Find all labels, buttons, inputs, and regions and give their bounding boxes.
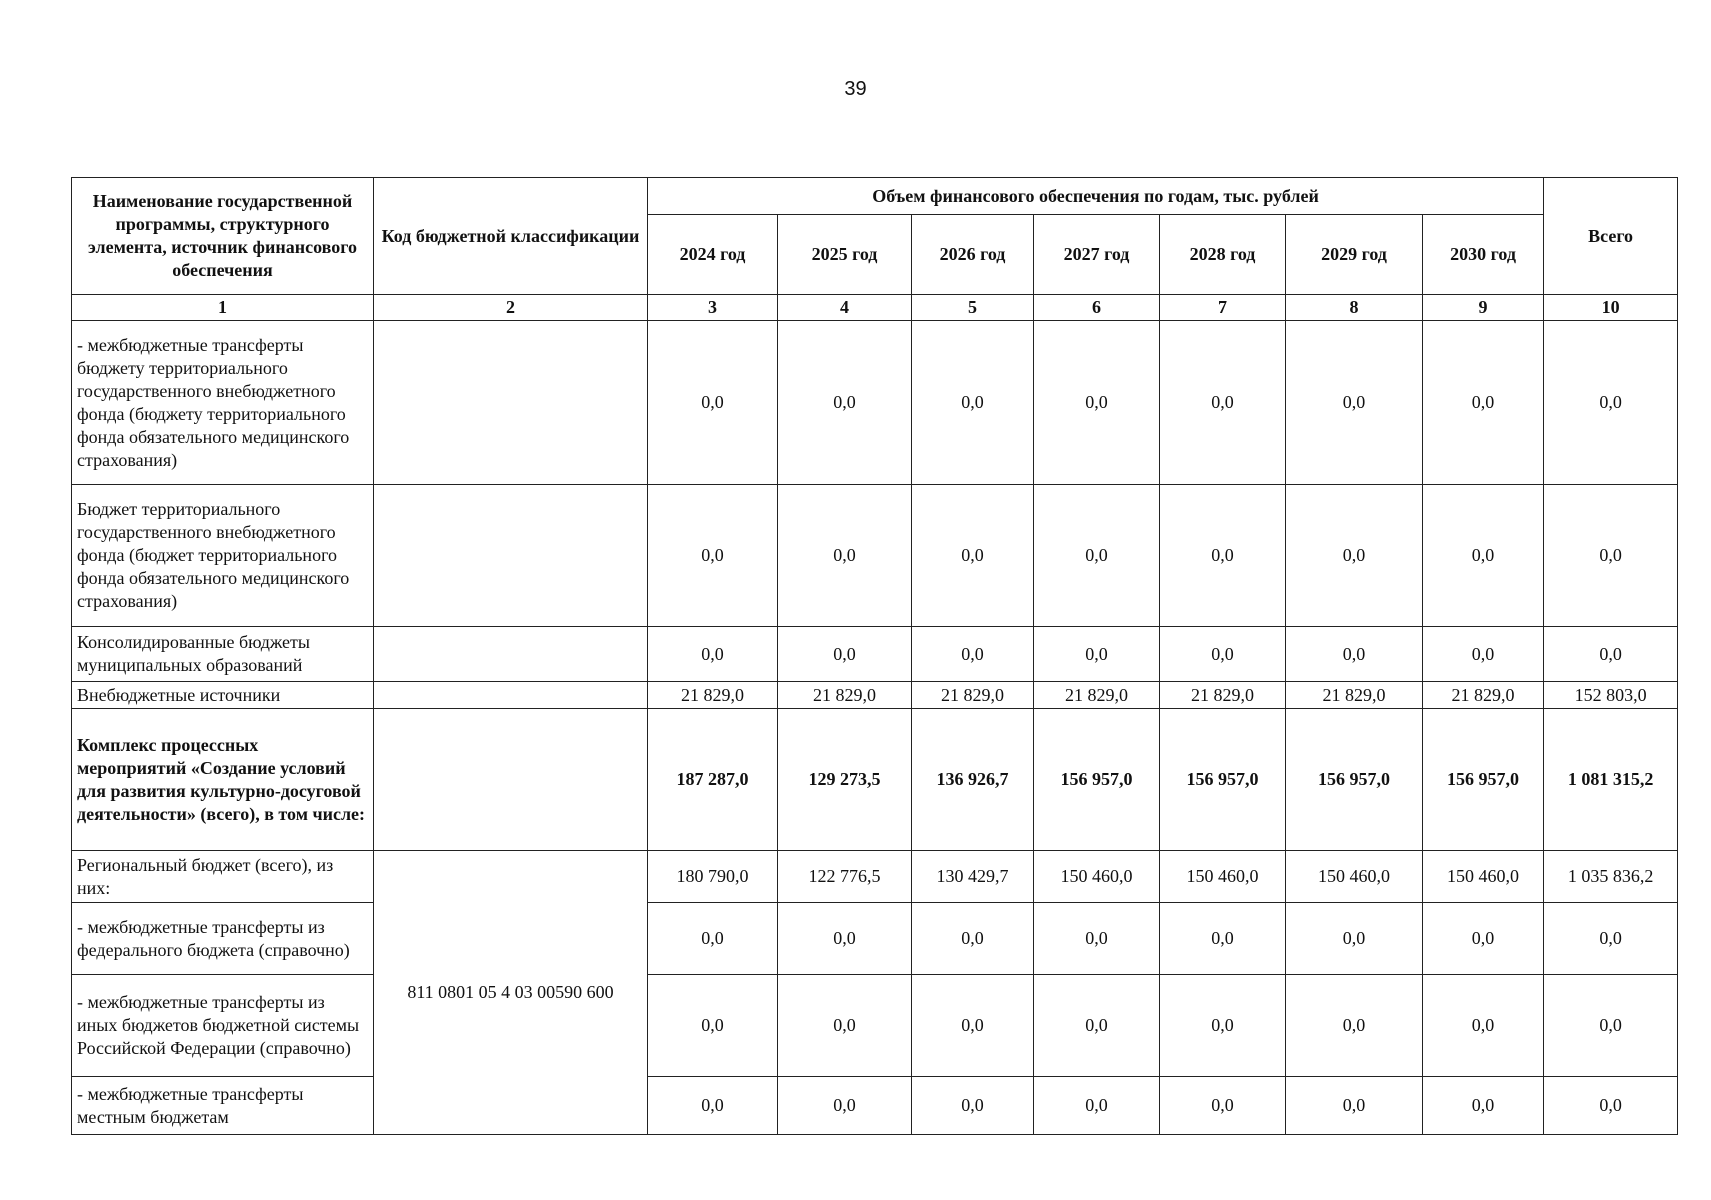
column-number: 8	[1286, 295, 1423, 321]
row-value: 0,0	[1286, 627, 1423, 682]
row-value: 21 829,0	[1286, 682, 1423, 709]
table-row	[72, 903, 1678, 975]
row-value: 21 829,0	[912, 682, 1034, 709]
row-value: 150 460,0	[1160, 851, 1286, 903]
column-number: 6	[1034, 295, 1160, 321]
row-value: 0,0	[1423, 321, 1544, 485]
row-value: 0,0	[1423, 485, 1544, 627]
row-value: 0,0	[1034, 975, 1160, 1077]
row-value: 156 957,0	[1286, 709, 1423, 851]
row-value: 0,0	[912, 1077, 1034, 1135]
row-name: Бюджет территориального государственного внебюджетного фонда (бюджет территориального фонда обязательного медицинского страхования)	[72, 485, 374, 627]
header-year: 2030 год	[1423, 215, 1544, 295]
page-number: 39	[844, 78, 867, 100]
row-total: 0,0	[1544, 903, 1678, 975]
row-value: 0,0	[912, 321, 1034, 485]
row-code	[374, 485, 648, 627]
column-number: 9	[1423, 295, 1544, 321]
row-total: 0,0	[1544, 627, 1678, 682]
row-value: 130 429,7	[912, 851, 1034, 903]
row-value: 0,0	[1423, 903, 1544, 975]
row-name: Комплекс процессных мероприятий «Создание условий для развития культурно-досуговой деятельности» (всего), в том числе:	[72, 709, 374, 851]
header-total: Всего	[1544, 178, 1678, 295]
row-value: 129 273,5	[778, 709, 912, 851]
column-number: 4	[778, 295, 912, 321]
row-value: 21 829,0	[1160, 682, 1286, 709]
table-row	[72, 682, 1678, 709]
row-code: 811 0801 05 4 03 00590 600	[374, 851, 648, 1135]
row-code	[374, 627, 648, 682]
row-total: 1 035 836,2	[1544, 851, 1678, 903]
row-value: 0,0	[1160, 485, 1286, 627]
header-volume: Объем финансового обеспечения по годам, тыс. рублей	[648, 178, 1544, 215]
row-code	[374, 709, 648, 851]
row-name: Внебюджетные источники	[72, 682, 374, 709]
row-value: 0,0	[648, 627, 778, 682]
row-total: 152 803,0	[1544, 682, 1678, 709]
row-name: - межбюджетные трансферты бюджету территориального государственного внебюджетного фонда (бюджету территориального фонда обязательного медицинского страхования)	[72, 321, 374, 485]
table-row	[72, 851, 1678, 903]
row-value: 0,0	[778, 485, 912, 627]
row-total: 0,0	[1544, 975, 1678, 1077]
header-year: 2026 год	[912, 215, 1034, 295]
row-value: 21 829,0	[648, 682, 778, 709]
row-value: 0,0	[1034, 627, 1160, 682]
row-value: 0,0	[778, 627, 912, 682]
row-value: 0,0	[1423, 1077, 1544, 1135]
row-value: 180 790,0	[648, 851, 778, 903]
row-total: 1 081 315,2	[1544, 709, 1678, 851]
table-row	[72, 321, 1678, 485]
row-value: 0,0	[648, 321, 778, 485]
row-value: 0,0	[912, 903, 1034, 975]
row-value: 21 829,0	[1034, 682, 1160, 709]
row-value: 0,0	[778, 1077, 912, 1135]
header-year: 2029 год	[1286, 215, 1423, 295]
row-value: 0,0	[778, 321, 912, 485]
row-value: 21 829,0	[1423, 682, 1544, 709]
row-value: 0,0	[1423, 975, 1544, 1077]
row-value: 0,0	[1034, 903, 1160, 975]
row-name: Консолидированные бюджеты муниципальных образований	[72, 627, 374, 682]
column-number: 3	[648, 295, 778, 321]
column-number: 10	[1544, 295, 1678, 321]
row-value: 0,0	[1286, 485, 1423, 627]
row-value: 0,0	[778, 975, 912, 1077]
row-value: 156 957,0	[1423, 709, 1544, 851]
row-value: 0,0	[1286, 321, 1423, 485]
row-value: 0,0	[778, 903, 912, 975]
row-value: 122 776,5	[778, 851, 912, 903]
row-name: - межбюджетные трансферты из федерального бюджета (справочно)	[72, 903, 374, 975]
table-row	[72, 627, 1678, 682]
row-value: 150 460,0	[1423, 851, 1544, 903]
row-value: 187 287,0	[648, 709, 778, 851]
row-value: 156 957,0	[1034, 709, 1160, 851]
row-value: 0,0	[912, 975, 1034, 1077]
table-row-section	[72, 709, 1678, 851]
row-value: 156 957,0	[1160, 709, 1286, 851]
row-code	[374, 321, 648, 485]
row-value: 150 460,0	[1286, 851, 1423, 903]
row-total: 0,0	[1544, 1077, 1678, 1135]
row-value: 0,0	[648, 1077, 778, 1135]
row-value: 0,0	[1286, 903, 1423, 975]
row-code	[374, 682, 648, 709]
row-value: 0,0	[912, 627, 1034, 682]
header-year: 2024 год	[648, 215, 778, 295]
row-value: 0,0	[1034, 321, 1160, 485]
header-name: Наименование государственной программы, структурного элемента, источник финансового обеспечения	[72, 178, 374, 295]
row-value: 0,0	[1160, 975, 1286, 1077]
table-row	[72, 485, 1678, 627]
row-value: 0,0	[1160, 903, 1286, 975]
row-name: - межбюджетные трансферты из иных бюджетов бюджетной системы Российской Федерации (справочно)	[72, 975, 374, 1077]
header-year: 2028 год	[1160, 215, 1286, 295]
row-value: 136 926,7	[912, 709, 1034, 851]
header-year: 2025 год	[778, 215, 912, 295]
column-number: 2	[374, 295, 648, 321]
row-value: 0,0	[1286, 975, 1423, 1077]
table-row	[72, 1077, 1678, 1135]
row-value: 0,0	[1034, 1077, 1160, 1135]
row-name: - межбюджетные трансферты местным бюджетам	[72, 1077, 374, 1135]
row-value: 0,0	[1160, 627, 1286, 682]
row-value: 0,0	[1423, 627, 1544, 682]
row-total: 0,0	[1544, 321, 1678, 485]
row-value: 0,0	[1034, 485, 1160, 627]
row-value: 21 829,0	[778, 682, 912, 709]
column-number: 7	[1160, 295, 1286, 321]
row-total: 0,0	[1544, 485, 1678, 627]
row-value: 0,0	[648, 975, 778, 1077]
row-value: 0,0	[1286, 1077, 1423, 1135]
column-number-row	[72, 295, 1678, 321]
column-number: 1	[72, 295, 374, 321]
row-value: 0,0	[648, 903, 778, 975]
header-code: Код бюджетной классификации	[374, 178, 648, 295]
column-number: 5	[912, 295, 1034, 321]
row-value: 0,0	[648, 485, 778, 627]
row-value: 0,0	[1160, 1077, 1286, 1135]
row-value: 0,0	[912, 485, 1034, 627]
row-value: 0,0	[1160, 321, 1286, 485]
row-name: Региональный бюджет (всего), из них:	[72, 851, 374, 903]
header-year: 2027 год	[1034, 215, 1160, 295]
financing-table	[71, 177, 1678, 1135]
table-row	[72, 975, 1678, 1077]
row-value: 150 460,0	[1034, 851, 1160, 903]
